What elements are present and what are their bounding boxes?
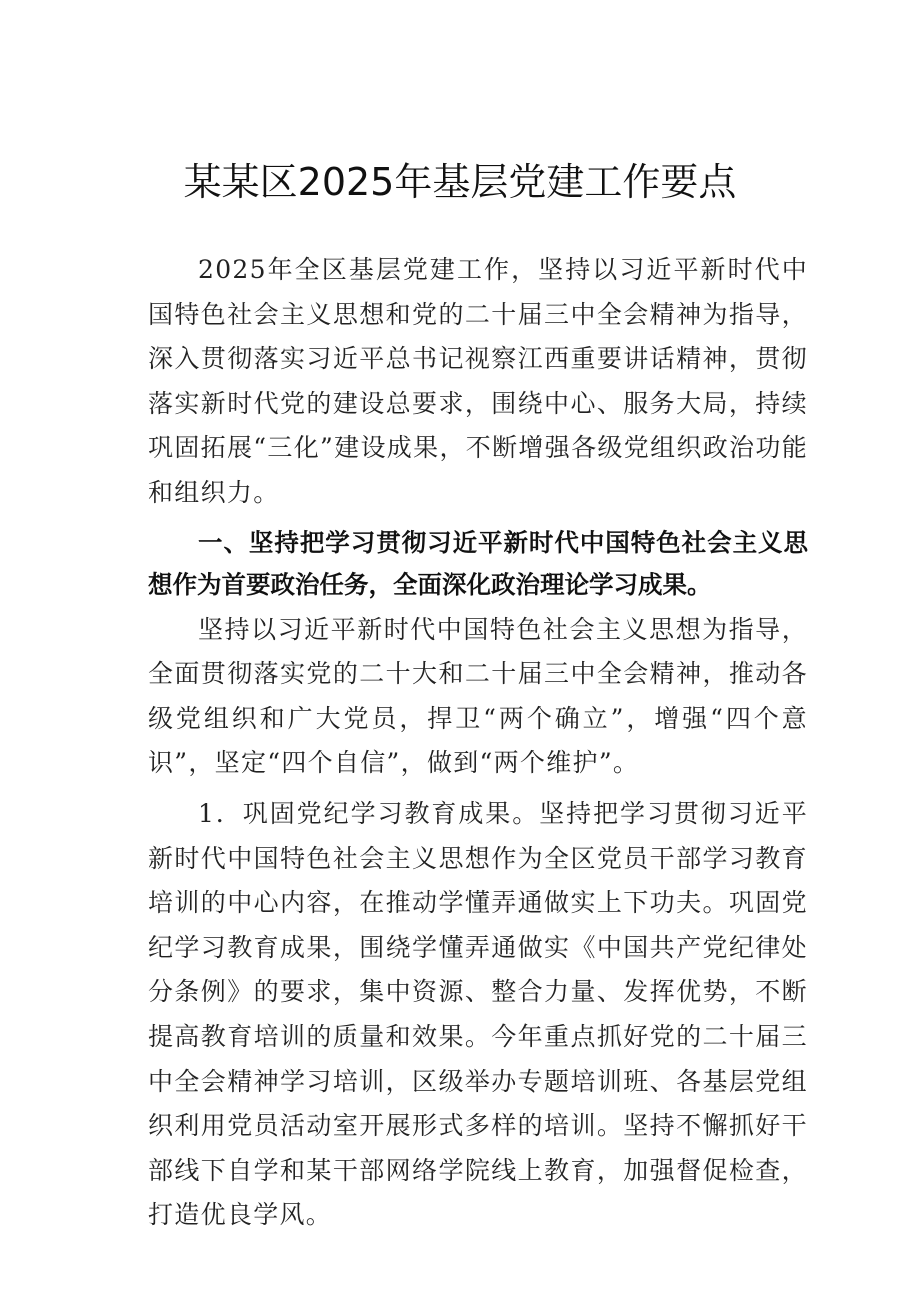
intro-paragraph: 2025年全区基层党建工作，坚持以习近平新时代中国特色社会主义思想和党的二十届三中全会精神为指导，深入贯彻落实习近平总书记视察江西重要讲话精神，贯彻落实新时代党的建设总要求，围绕中心、服务大局，持续巩固拓展“三化”建设成果，不断增强各级党组织政治功能和组织力。 <box>148 255 808 507</box>
section-paragraph: 坚持以习近平新时代中国特色社会主义思想为指导，全面贯彻落实党的二十大和二十届三中全会精神，推动各级党组织和广大党员，捍卫“两个确立”，增强“四个意识”，坚定“四个自信”，做到“两个维护”。 <box>148 614 808 778</box>
section-heading: 一、坚持把学习贯彻习近平新时代中国特色社会主义思想作为首要政治任务，全面深化政治理论学习成果。 <box>148 527 808 599</box>
document-body <box>148 248 808 1238</box>
document-title: 某某区2025年基层党建工作要点 <box>183 160 737 204</box>
item-paragraph: 1．巩固党纪学习教育成果。坚持把学习贯彻习近平新时代中国特色社会主义思想作为全区党员干部学习教育培训的中心内容，在推动学懂弄通做实上下功夫。巩固党纪学习教育成果，围绕学懂弄通做实《中国共产党纪律处分条例》的要求，集中资源、整合力量、发挥优势，不断提高教育培训的质量和效果。今年重点抓好党的二十届三中全会精神学习培训，区级举办专题培训班、各基层党组织利用党员活动室开展形式多样的培训。坚持不懈抓好干部线下自学和某干部网络学院线上教育，加强督促检查，打造优良学风。 <box>148 798 808 1230</box>
